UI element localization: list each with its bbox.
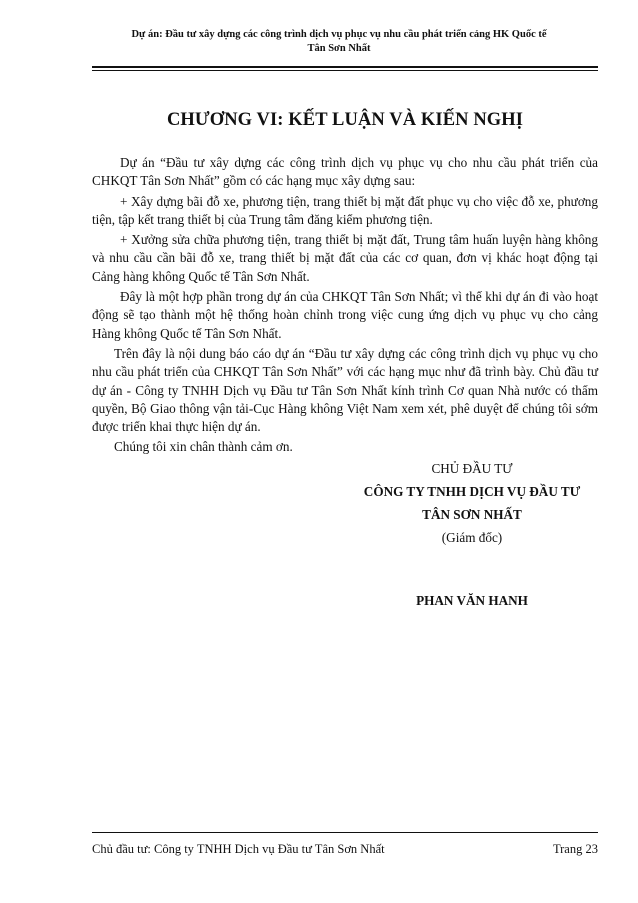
document-body bbox=[92, 154, 598, 459]
footer-page-number: Trang 23 bbox=[552, 842, 598, 856]
signature-signer-name: PHAN VĂN HANH bbox=[416, 593, 528, 608]
footer-divider bbox=[92, 832, 598, 833]
header-divider-thin bbox=[92, 70, 598, 71]
paragraph-project-intro: Dự án “Đầu tư xây dựng các công trình dịch vụ phục vụ cho nhu cầu phát triển của CHKQT Tân Sơn Nhất” gồm có các hạng mục xây dựng sau: bbox=[92, 155, 598, 189]
paragraph-thanks: Chúng tôi xin chân thành cảm ơn. bbox=[114, 439, 293, 455]
header-project-line-2: Tân Sơn Nhất bbox=[307, 43, 371, 54]
footer-investor: Chủ đầu tư: Công ty TNHH Dịch vụ Đầu tư Tân Sơn Nhất bbox=[92, 842, 385, 856]
paragraph-item-workshop: + Xưởng sửa chữa phương tiện, trang thiết bị mặt đất, Trung tâm huấn luyện hàng không và nhu cầu cần bãi đỗ xe, trang thiết bị mặt đất của các cơ quan, đơn vị khác hoạt động tại Cảng hàng không Quốc tế Tân Sơn Nhất. bbox=[92, 232, 598, 284]
page-header bbox=[92, 28, 586, 56]
signature-role: CHỦ ĐẦU TƯ bbox=[431, 461, 513, 476]
paragraph-conclusion: Trên đây là nội dung báo cáo dự án “Đầu tư xây dựng các công trình dịch vụ phục vụ cho nhu cầu phát triển của CHKQT Tân Sơn Nhất” với các hạng mục như đã trình bày. Chủ đầu tư dự án - Công ty TNHH Dịch vụ Đầu tư Tân Sơn Nhất kính trình Cơ quan Nhà nước có thẩm quyền, Bộ Giao thông vận tải-Cục Hàng không Việt Nam xem xét, phê duyệt để chúng tôi sớm được triển khai thực hiện dự án. bbox=[92, 345, 598, 435]
chapter-title: CHƯƠNG VI: KẾT LUẬN VÀ KIẾN NGHỊ bbox=[166, 110, 524, 130]
signature-company-line-1: CÔNG TY TNHH DỊCH VỤ ĐẦU TƯ bbox=[363, 484, 581, 499]
paragraph-component: Đây là một hợp phần trong dự án của CHKQT Tân Sơn Nhất; vì thế khi dự án đi vào hoạt động sẽ tạo thành một hệ thống hoàn chỉnh trong việc cung ứng dịch vụ phục vụ cho cảng Hàng không Quốc tế Tân Sơn Nhất. bbox=[92, 289, 598, 341]
paragraph-item-parking: + Xây dựng bãi đỗ xe, phương tiện, trang thiết bị mặt đất phục vụ cho việc đỗ xe, phương tiện, tập kết trang thiết bị của Trung tâm đăng kiểm phương tiện. bbox=[92, 193, 598, 227]
signature-position: (Giám đốc) bbox=[441, 530, 503, 545]
header-project-line-1: Dự án: Đầu tư xây dựng các công trình dịch vụ phục vụ nhu cầu phát triển cảng HK Quốc tế bbox=[131, 29, 547, 40]
header-divider-thick bbox=[92, 66, 598, 68]
signature-company-line-2: TÂN SƠN NHẤT bbox=[422, 507, 522, 522]
signature-block bbox=[344, 457, 600, 612]
